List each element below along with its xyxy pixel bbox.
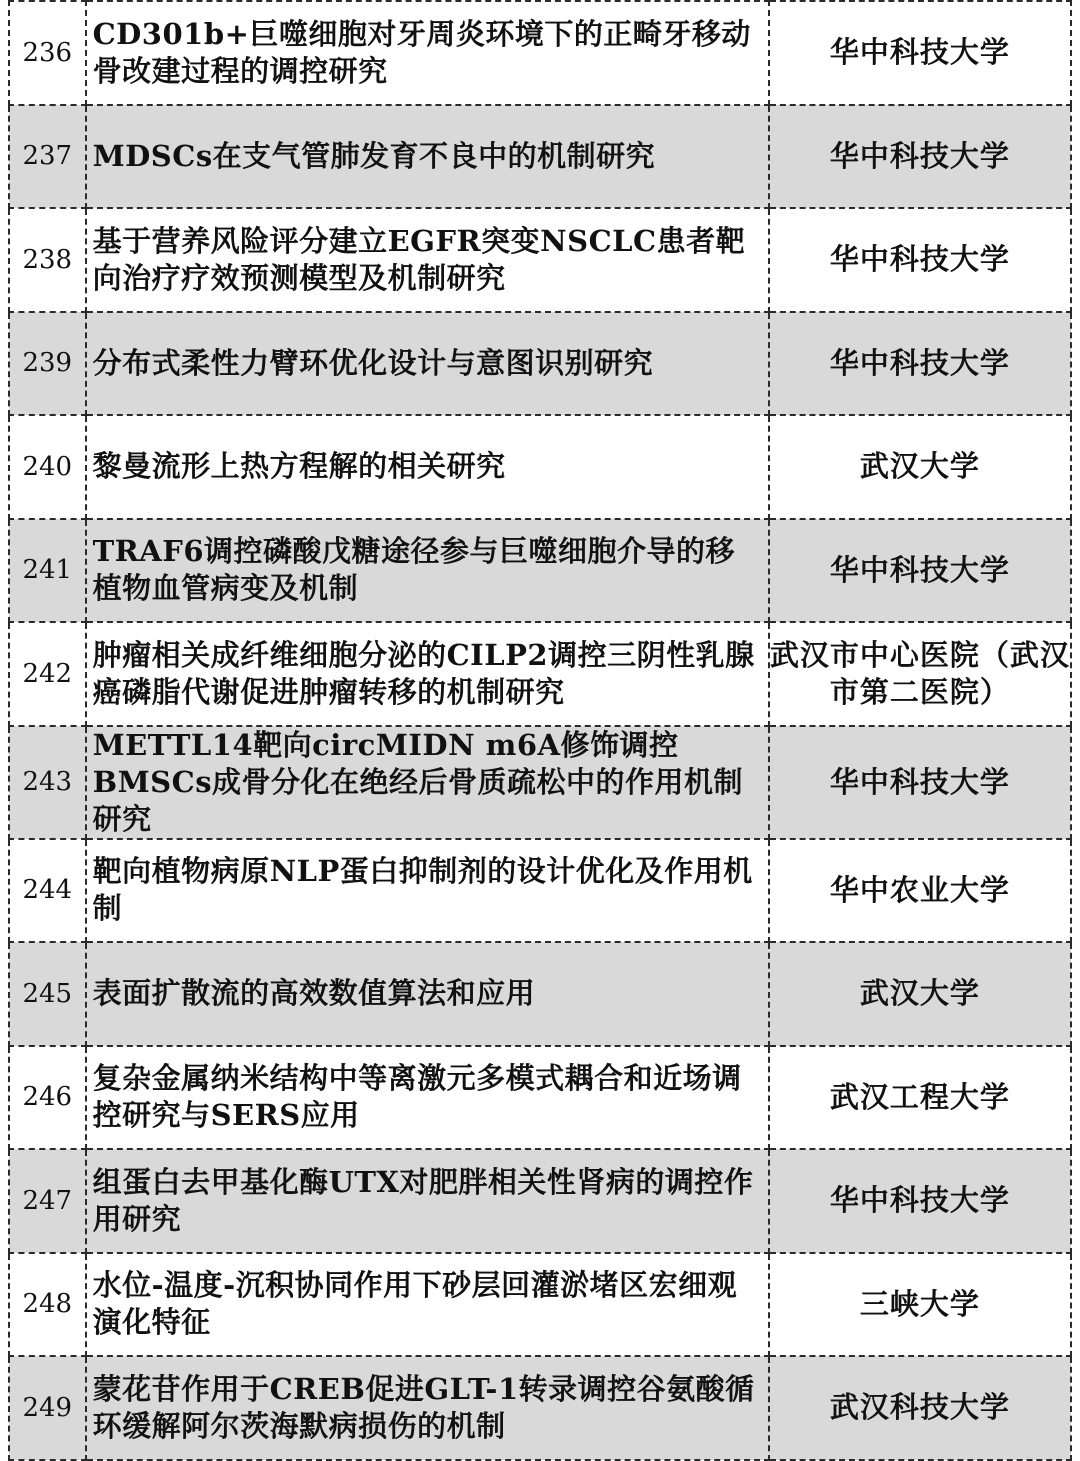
row-number: 239 <box>9 312 86 416</box>
table-row <box>9 105 1071 209</box>
project-title: 黎曼流形上热方程解的相关研究 <box>86 415 769 519</box>
table-row <box>9 1 1071 105</box>
institution: 华中农业大学 <box>769 839 1071 943</box>
row-number: 245 <box>9 942 86 1046</box>
institution: 华中科技大学 <box>769 312 1071 416</box>
project-title: 分布式柔性力臂环优化设计与意图识别研究 <box>86 312 769 416</box>
row-number: 240 <box>9 415 86 519</box>
row-number: 243 <box>9 726 86 839</box>
table-row <box>9 1149 1071 1253</box>
project-title: 复杂金属纳米结构中等离激元多模式耦合和近场调控研究与SERS应用 <box>86 1046 769 1150</box>
row-number: 241 <box>9 519 86 623</box>
table-row <box>9 415 1071 519</box>
project-title: 肿瘤相关成纤维细胞分泌的CILP2调控三阴性乳腺癌磷脂代谢促进肿瘤转移的机制研究 <box>86 622 769 726</box>
table-row <box>9 1356 1071 1460</box>
institution: 华中科技大学 <box>769 208 1071 312</box>
row-number: 249 <box>9 1356 86 1460</box>
project-title: 蒙花苷作用于CREB促进GLT-1转录调控谷氨酸循环缓解阿尔茨海默病损伤的机制 <box>86 1356 769 1460</box>
row-number: 248 <box>9 1253 86 1357</box>
institution: 武汉科技大学 <box>769 1356 1071 1460</box>
project-title: METTL14靶向circMIDN m6A修饰调控BMSCs成骨分化在绝经后骨质疏松中的作用机制研究 <box>86 726 769 839</box>
table-row <box>9 942 1071 1046</box>
table-row <box>9 1253 1071 1357</box>
row-number: 247 <box>9 1149 86 1253</box>
institution: 华中科技大学 <box>769 519 1071 623</box>
institution: 华中科技大学 <box>769 726 1071 839</box>
institution: 武汉工程大学 <box>769 1046 1071 1150</box>
institution: 华中科技大学 <box>769 105 1071 209</box>
project-title: 组蛋白去甲基化酶UTX对肥胖相关性肾病的调控作用研究 <box>86 1149 769 1253</box>
project-title: 基于营养风险评分建立EGFR突变NSCLC患者靶向治疗疗效预测模型及机制研究 <box>86 208 769 312</box>
table-row <box>9 622 1071 726</box>
row-number: 244 <box>9 839 86 943</box>
row-number: 242 <box>9 622 86 726</box>
institution: 三峡大学 <box>769 1253 1071 1357</box>
project-title: CD301b+巨噬细胞对牙周炎环境下的正畸牙移动骨改建过程的调控研究 <box>86 1 769 105</box>
project-title: 水位-温度-沉积协同作用下砂层回灌淤堵区宏细观演化特征 <box>86 1253 769 1357</box>
institution: 武汉市中心医院（武汉市第二医院） <box>769 622 1071 726</box>
table-row <box>9 312 1071 416</box>
institution: 华中科技大学 <box>769 1149 1071 1253</box>
table-row <box>9 726 1071 839</box>
table-row <box>9 519 1071 623</box>
institution: 武汉大学 <box>769 415 1071 519</box>
row-number: 237 <box>9 105 86 209</box>
institution: 武汉大学 <box>769 942 1071 1046</box>
project-title: 表面扩散流的高效数值算法和应用 <box>86 942 769 1046</box>
institution: 华中科技大学 <box>769 1 1071 105</box>
project-title: TRAF6调控磷酸戊糖途径参与巨噬细胞介导的移植物血管病变及机制 <box>86 519 769 623</box>
project-title: MDSCs在支气管肺发育不良中的机制研究 <box>86 105 769 209</box>
row-number: 246 <box>9 1046 86 1150</box>
project-list-table <box>8 0 1072 1461</box>
project-title: 靶向植物病原NLP蛋白抑制剂的设计优化及作用机制 <box>86 839 769 943</box>
row-number: 238 <box>9 208 86 312</box>
row-number: 236 <box>9 1 86 105</box>
table-row <box>9 208 1071 312</box>
table-row <box>9 1046 1071 1150</box>
table-row <box>9 839 1071 943</box>
